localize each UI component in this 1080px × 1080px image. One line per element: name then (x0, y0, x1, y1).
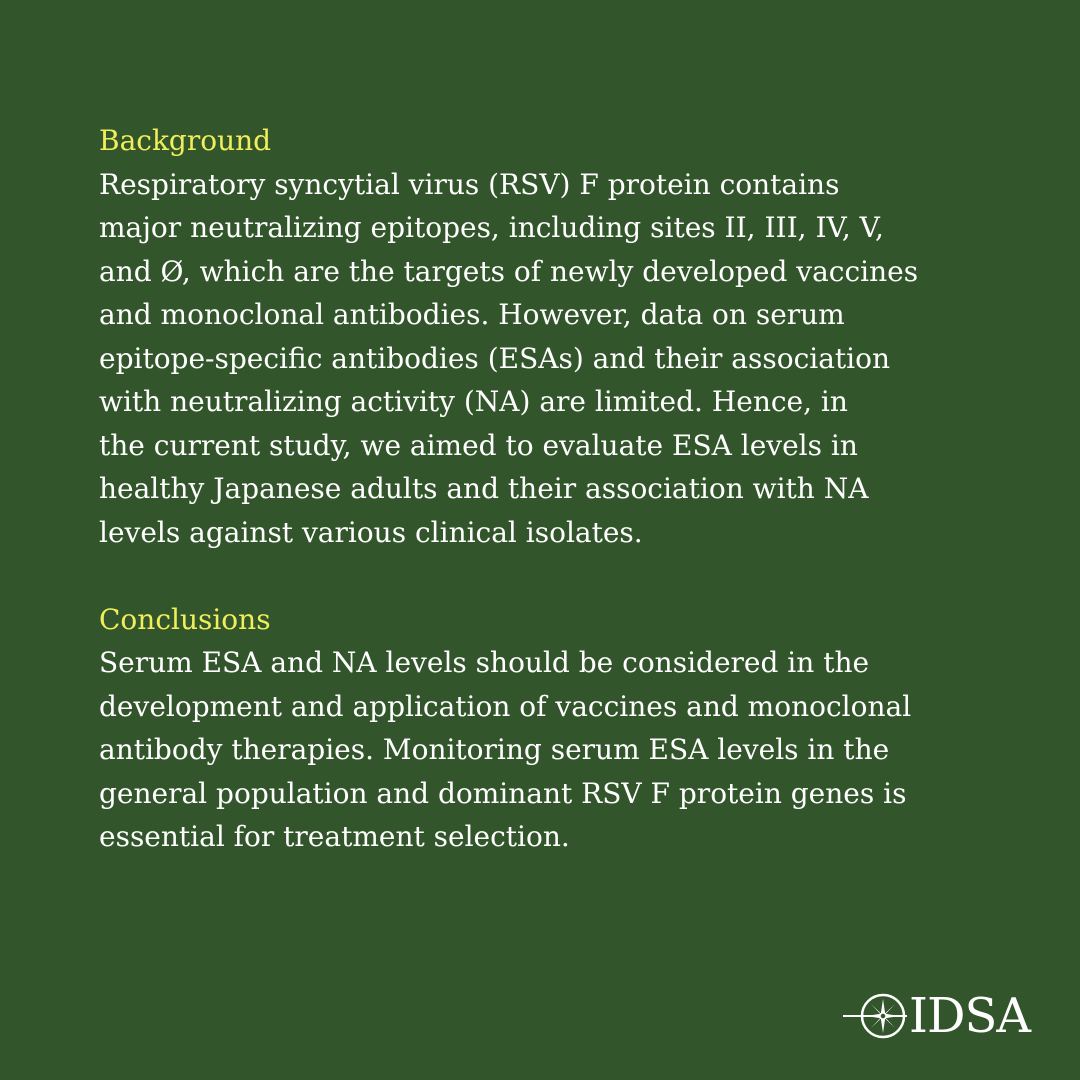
conclusions-text (99, 641, 999, 859)
background-line: Respiratory syncytial virus (RSV) F protein contains (99, 167, 840, 201)
background-line: and monoclonal antibodies. However, data on serum (99, 298, 845, 331)
section-spacer (99, 554, 999, 598)
conclusions-heading: Conclusions (99, 602, 271, 636)
background-line: and Ø, which are the targets of newly developed vaccines (99, 254, 919, 288)
background-line: epitope-specific antibodies (ESAs) and their association (99, 341, 891, 375)
conclusions-line: development and application of vaccines and monoclonal (99, 689, 912, 723)
conclusions-line: essential for treatment selection. (99, 820, 570, 853)
background-line: with neutralizing activity (NA) are limited. Hence, in (99, 385, 848, 418)
background-line: the current study, we aimed to evaluate ESA levels in (99, 428, 858, 462)
background-line: major neutralizing epitopes, including sites II, III, IV, V, (99, 211, 884, 244)
background-line: healthy Japanese adults and their association with NA (99, 472, 869, 505)
background-section (99, 119, 999, 554)
background-heading: Background (99, 124, 272, 157)
background-line: levels against various clinical isolates. (99, 515, 643, 549)
logo-wordmark: IDSA (909, 988, 1030, 1044)
idsa-star-icon (843, 990, 907, 1042)
background-text (99, 163, 999, 555)
conclusions-line: general population and dominant RSV F protein genes is (99, 776, 907, 810)
abstract-content (99, 119, 999, 859)
conclusions-line: Serum ESA and NA levels should be considered in the (99, 646, 870, 679)
conclusions-line: antibody therapies. Monitoring serum ESA levels in the (99, 733, 890, 766)
idsa-logo (843, 990, 1030, 1042)
conclusions-section (99, 598, 999, 859)
